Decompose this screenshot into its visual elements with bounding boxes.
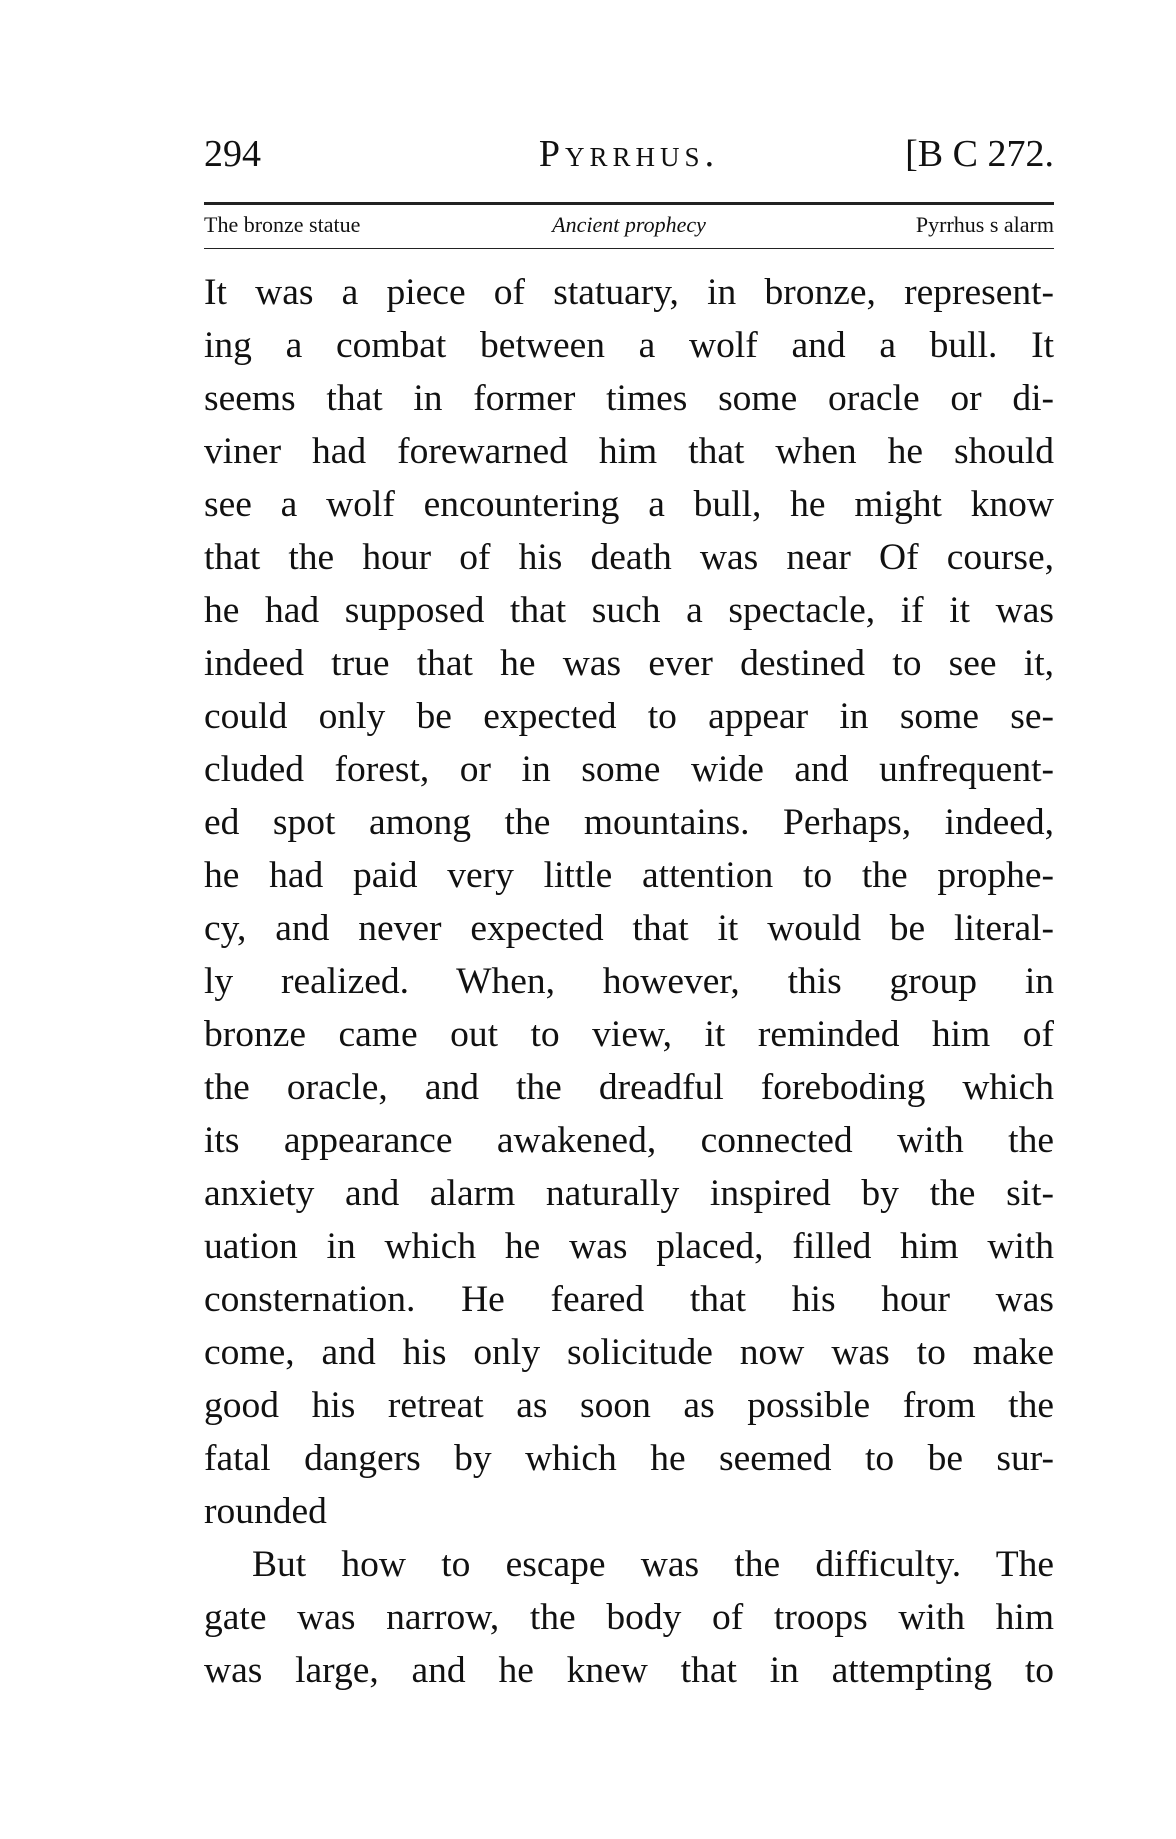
topic-headings — [204, 208, 1054, 244]
topic-left: The bronze statue — [204, 212, 361, 237]
page-number: 294 — [204, 133, 261, 175]
text-line: its appearance awakened, connected with the — [204, 1120, 1054, 1161]
running-head — [204, 132, 1054, 182]
text-line: anxiety and alarm naturally inspired by the sit- — [204, 1173, 1054, 1214]
running-title: Pyrrhus. — [538, 133, 720, 175]
text-line: see a wolf encountering a bull, he might know — [204, 484, 1054, 525]
text-line: uation in which he was placed, filled him with — [204, 1226, 1054, 1267]
paragraph-end-line: rounded — [204, 1491, 327, 1532]
text-line: ed spot among the mountains. Perhaps, indeed, — [204, 802, 1054, 843]
body-text — [204, 266, 1054, 1697]
text-line: come, and his only solicitude now was to make — [204, 1332, 1054, 1373]
topic-center: Ancient prophecy — [552, 212, 706, 237]
text-line: consternation. He feared that his hour was — [204, 1279, 1054, 1320]
text-line: good his retreat as soon as possible from the — [204, 1385, 1054, 1426]
text-line: ly realized. When, however, this group in — [204, 961, 1054, 1002]
text-line: seems that in former times some oracle or di- — [204, 378, 1054, 419]
text-line: he had paid very little attention to the prophe- — [204, 855, 1054, 896]
text-line: the oracle, and the dreadful foreboding which — [204, 1067, 1054, 1108]
text-line: It was a piece of statuary, in bronze, represent- — [204, 272, 1054, 313]
text-line: gate was narrow, the body of troops with him — [204, 1597, 1054, 1638]
header-rule-top — [204, 202, 1054, 205]
text-line: could only be expected to appear in some se- — [204, 696, 1054, 737]
paragraph-start-line: But how to escape was the difficulty. The — [252, 1544, 1054, 1585]
text-line: fatal dangers by which he seemed to be sur- — [204, 1438, 1054, 1479]
topic-right: Pyrrhus s alarm — [915, 212, 1054, 237]
text-line: viner had forewarned him that when he should — [204, 431, 1054, 472]
text-line: ing a combat between a wolf and a bull. It — [204, 325, 1054, 366]
text-line: that the hour of his death was near Of course, — [204, 537, 1054, 578]
text-line: cluded forest, or in some wide and unfrequent- — [204, 749, 1054, 790]
text-line: he had supposed that such a spectacle, if it was — [204, 590, 1054, 631]
text-line: cy, and never expected that it would be literal- — [204, 908, 1054, 949]
date-mark: [B C 272. — [905, 133, 1054, 175]
text-line: was large, and he knew that in attempting to — [204, 1650, 1054, 1691]
text-line: bronze came out to view, it reminded him of — [204, 1014, 1054, 1055]
header-rule-bottom — [204, 248, 1054, 249]
text-line: indeed true that he was ever destined to see it, — [204, 643, 1054, 684]
